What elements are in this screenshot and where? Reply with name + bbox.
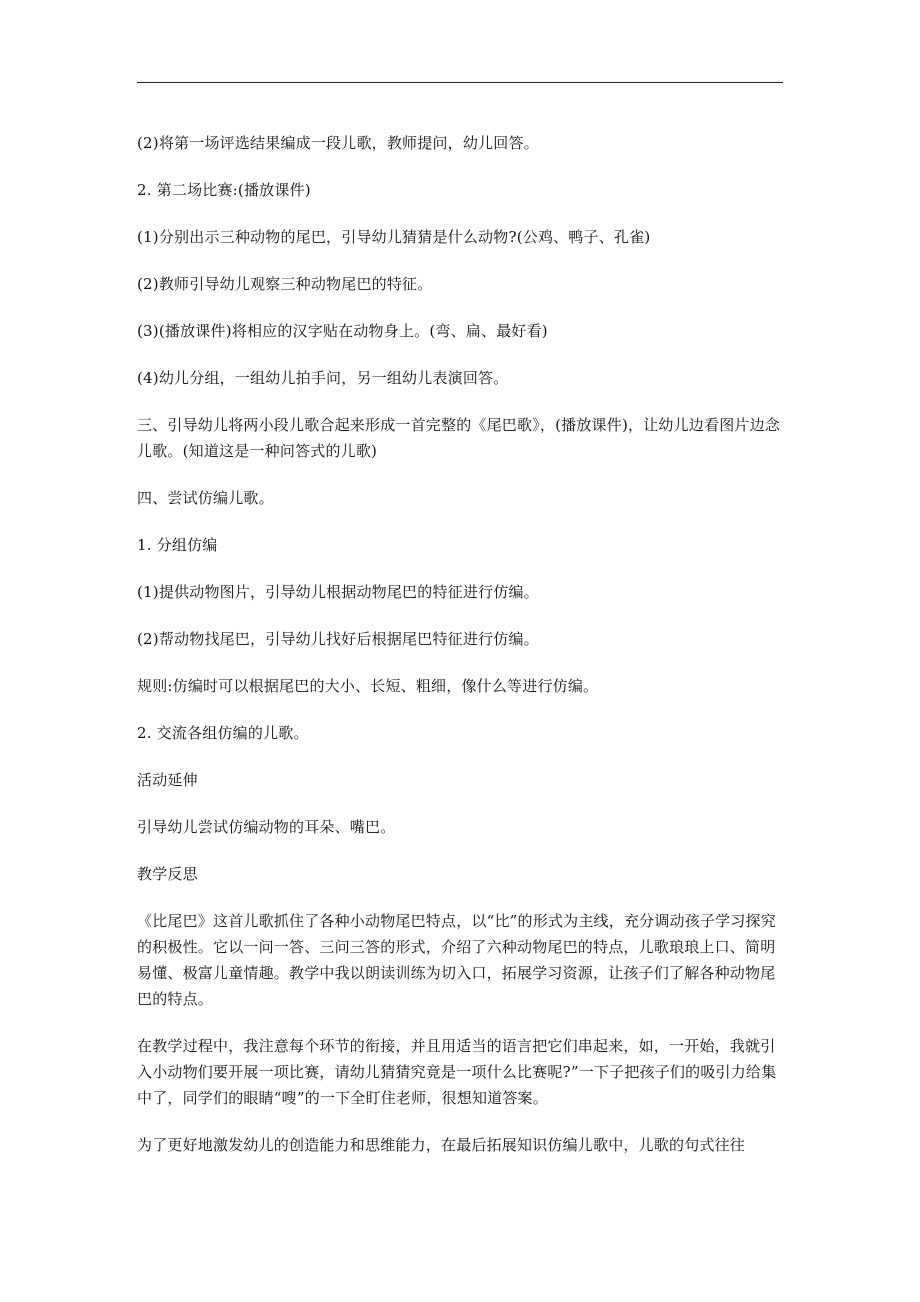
paragraph-10: (1)提供动物图片，引导幼儿根据动物尾巴的特征进行仿编。 — [137, 583, 539, 601]
paragraph-17: 《比尾巴》这首儿歌抓住了各种小动物尾巴特点，以“比”的形式为主线，充分调动孩子学习探究的积极性。它以一问一答、三问三答的形式，介绍了六种动物尾巴的特点，儿歌琅琅上口、简明易懂、极富儿童情趣。教学中我以朗读训练为切入口，拓展学习资源，让孩子们了解各种动物尾巴的特点。 — [137, 912, 776, 1008]
paragraph-7: 三、引导幼儿将两小段儿歌合起来形成一首完整的《尾巴歌》，(播放课件)，让幼儿边看图片边念儿歌。(知道这是一种问答式的儿歌) — [137, 416, 781, 460]
paragraph-8: 四、尝试仿编儿歌。 — [137, 489, 274, 507]
paragraph-19: 为了更好地激发幼儿的创造能力和思维能力，在最后拓展知识仿编儿歌中，儿歌的句式往往 — [137, 1136, 746, 1154]
paragraph-15: 引导幼儿尝试仿编动物的耳朵、嘴巴。 — [137, 818, 396, 836]
paragraph-6: (4)幼儿分组，一组幼儿拍手问，另一组幼儿表演回答。 — [137, 369, 509, 387]
paragraph-12: 规则:仿编时可以根据尾巴的大小、长短、粗细，像什么等进行仿编。 — [137, 677, 599, 695]
paragraph-16: 教学反思 — [137, 865, 198, 883]
paragraph-14: 活动延伸 — [137, 771, 198, 789]
paragraph-5: (3)(播放课件)将相应的汉字贴在动物身上。(弯、扁、最好看) — [137, 322, 548, 340]
document-body — [137, 130, 785, 1158]
paragraph-18: 在教学过程中，我注意每个环节的衔接，并且用适当的语言把它们串起来，如，一开始，我就引入小动物们要开展一项比赛，请幼儿猜猜究竟是一项什么比赛呢?”一下子把孩子们的吸引力给集中了，同学们的眼睛“嗖”的一下全盯住老师，很想知道答案。 — [137, 1037, 777, 1107]
paragraph-11: (2)帮动物找尾巴，引导幼儿找好后根据尾巴特征进行仿编。 — [137, 630, 539, 648]
paragraph-2: 2. 第二场比赛:(播放课件) — [137, 181, 311, 199]
paragraph-9: 1. 分组仿编 — [137, 536, 218, 554]
header-rule — [137, 82, 783, 83]
paragraph-1: (2)将第一场评选结果编成一段儿歌，教师提问，幼儿回答。 — [137, 134, 539, 152]
paragraph-4: (2)教师引导幼儿观察三种动物尾巴的特征。 — [137, 275, 433, 293]
paragraph-13: 2. 交流各组仿编的儿歌。 — [137, 724, 309, 742]
paragraph-3: (1)分别出示三种动物的尾巴，引导幼儿猜猜是什么动物?(公鸡、鸭子、孔雀) — [137, 228, 651, 246]
